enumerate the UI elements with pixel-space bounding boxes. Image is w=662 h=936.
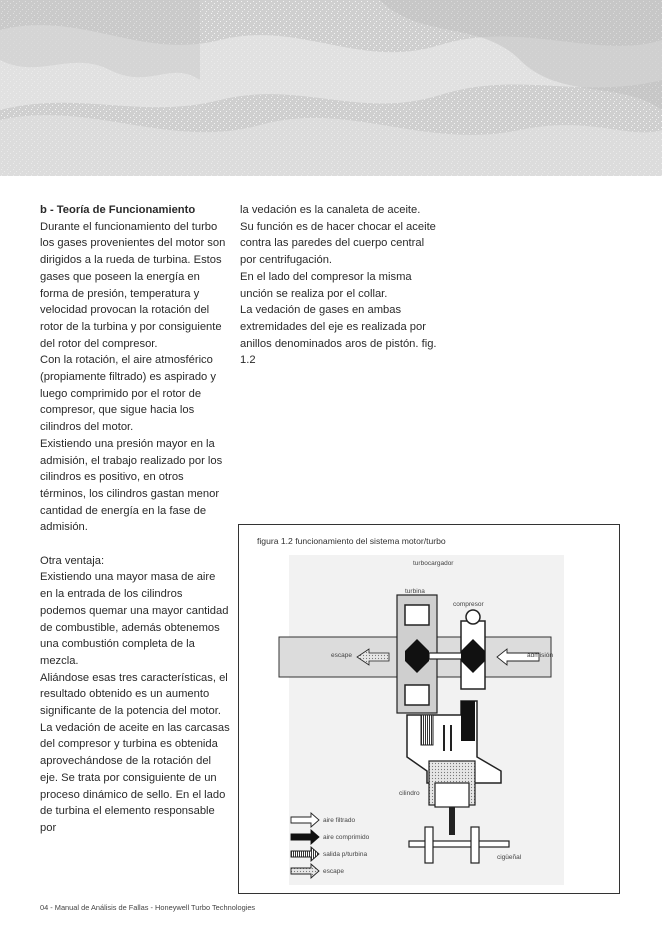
crank-web-right (471, 827, 479, 863)
paragraph: Existiendo una presión mayor en la admisión, el trabajo realizado por los cilindros es positivo, en otros términos, los cilindros gastan menor cantidad de energía en la fase de admisión. (40, 437, 223, 534)
paragraph: Aliándose esas tres características, el resultado obtenido es un aumento significante de la potencia del motor. (40, 671, 228, 718)
turbocharger-label: turbocargador (413, 560, 454, 567)
crank-web-left (425, 827, 433, 863)
intake-label: admisión (527, 652, 554, 659)
column-right (240, 202, 440, 369)
turbine-outlet (405, 685, 429, 705)
paragraph: En el lado del compresor la misma unción se realiza por el collar. (240, 270, 412, 300)
paragraph: Con la rotación, el aire atmosférico (propiamente filtrado) es aspirado y luego comprimido por el rotor de compresor, que sigue hacia los cilindros del motor. (40, 354, 216, 434)
paragraph: Otra ventaja: (40, 554, 105, 567)
page-footer: 04 - Manual de Análisis de Fallas - Honeywell Turbo Technologies (40, 903, 256, 912)
paragraph: la vedación es la canaleta de aceite. (240, 204, 421, 216)
turbine-label: turbina (405, 588, 425, 595)
exhaust-port (421, 715, 433, 745)
header-banner (0, 0, 662, 176)
paragraph: Durante el funcionamiento del turbo los gases provenientes del motor son dirigidos a la rueda de turbina. Estos gases que poseen la energía en forma de presión, temperatura y velocidad provocan la rotación del rotor de la turbina y por consiguiente del rotor del compresor. (40, 220, 226, 350)
spacer (40, 536, 230, 553)
turbo-diagram (239, 525, 619, 893)
column-left (40, 202, 230, 837)
paragraph: Existiendo una mayor masa de aire en la entrada de los cilindros podemos quemar una mayor cantidad de combustible, además obtenemos una combustión completa de la mezcla. (40, 571, 229, 667)
paragraph: Su función es de hacer chocar el aceite contra las paredes del cuerpo central por centrifugación. (240, 220, 436, 267)
figure-box (238, 524, 620, 894)
legend-label: escape (323, 868, 344, 875)
legend-label: salida p/turbina (323, 851, 368, 858)
paragraph: La vedación de gases en ambas extremidades del eje es realizada por anillos denominados aros de pistón. fig. 1.2 (240, 304, 437, 367)
turbine-inlet (405, 605, 429, 625)
banner-texture (0, 0, 662, 176)
intake-port (461, 701, 475, 741)
crankshaft-label: cigüeñal (497, 854, 522, 861)
legend-label: aire comprimido (323, 834, 370, 841)
compressor-label: compresor (453, 601, 484, 608)
paragraph: La vedación de aceite en las carcasas del compresor y turbina es obtenida aprovechándose de la rotación del eje. Se trata por consiguiente de un proceso dinámico de sello. En el lado de turbina el elemento responsable por (40, 721, 230, 834)
crankshaft (409, 841, 509, 847)
piston (435, 783, 469, 807)
compressor-eye (466, 610, 480, 624)
exhaust-label: escape (331, 652, 352, 659)
figure-caption: figura 1.2 funcionamiento del sistema motor/turbo (257, 536, 446, 546)
legend-label: aire filtrado (323, 817, 356, 824)
cylinder-label: cilindro (399, 790, 420, 797)
section-heading: b - Teoría de Funcionamiento (40, 204, 196, 216)
